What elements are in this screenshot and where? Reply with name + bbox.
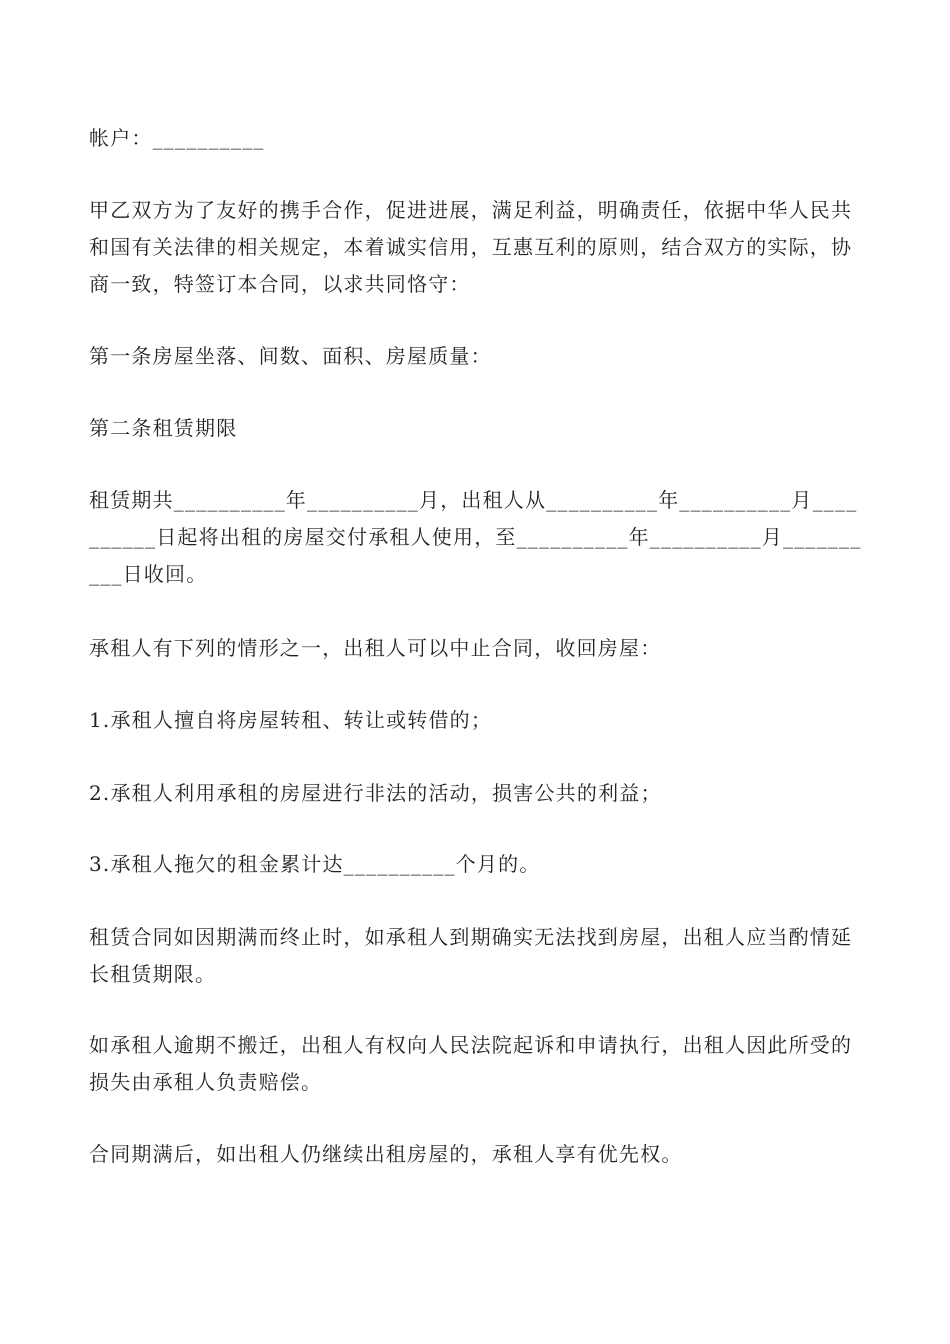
termination-item-3: 3.承租人拖欠的租金累计达__________个月的。 bbox=[89, 852, 541, 876]
termination-conditions-intro: 承租人有下列的情形之一，出租人可以中止合同，收回房屋： bbox=[89, 636, 662, 660]
lease-term-paragraph: 租赁期共__________年__________月，出租人从__________年__________月__________日起将出租的房屋交付承租人使用，至__________年__________月__________日收回。 bbox=[89, 488, 862, 586]
account-line: 帐户：__________ bbox=[89, 126, 265, 150]
overdue-paragraph: 如承租人逾期不搬迁，出租人有权向人民法院起诉和申请执行，出租人因此所受的损失由承租人负责赔偿。 bbox=[89, 1033, 853, 1094]
extension-paragraph: 租赁合同如因期满而终止时，如承租人到期确实无法找到房屋，出租人应当酌情延长租赁期限。 bbox=[89, 925, 853, 986]
priority-paragraph: 合同期满后，如出租人仍继续出租房屋的，承租人享有优先权。 bbox=[89, 1142, 683, 1166]
termination-item-1: 1.承租人擅自将房屋转租、转让或转借的； bbox=[89, 708, 493, 732]
preamble-paragraph: 甲乙双方为了友好的携手合作，促进进展，满足利益，明确责任，依据中华人民共和国有关法律的相关规定，本着诚实信用，互惠互利的原则，结合双方的实际，协商一致，特签订本合同，以求共同恪守： bbox=[89, 198, 853, 296]
termination-item-2: 2.承租人利用承租的房屋进行非法的活动，损害公共的利益； bbox=[89, 781, 662, 805]
article-1-heading: 第一条房屋坐落、间数、面积、房屋质量： bbox=[89, 344, 492, 368]
article-2-heading: 第二条租赁期限 bbox=[89, 416, 238, 440]
